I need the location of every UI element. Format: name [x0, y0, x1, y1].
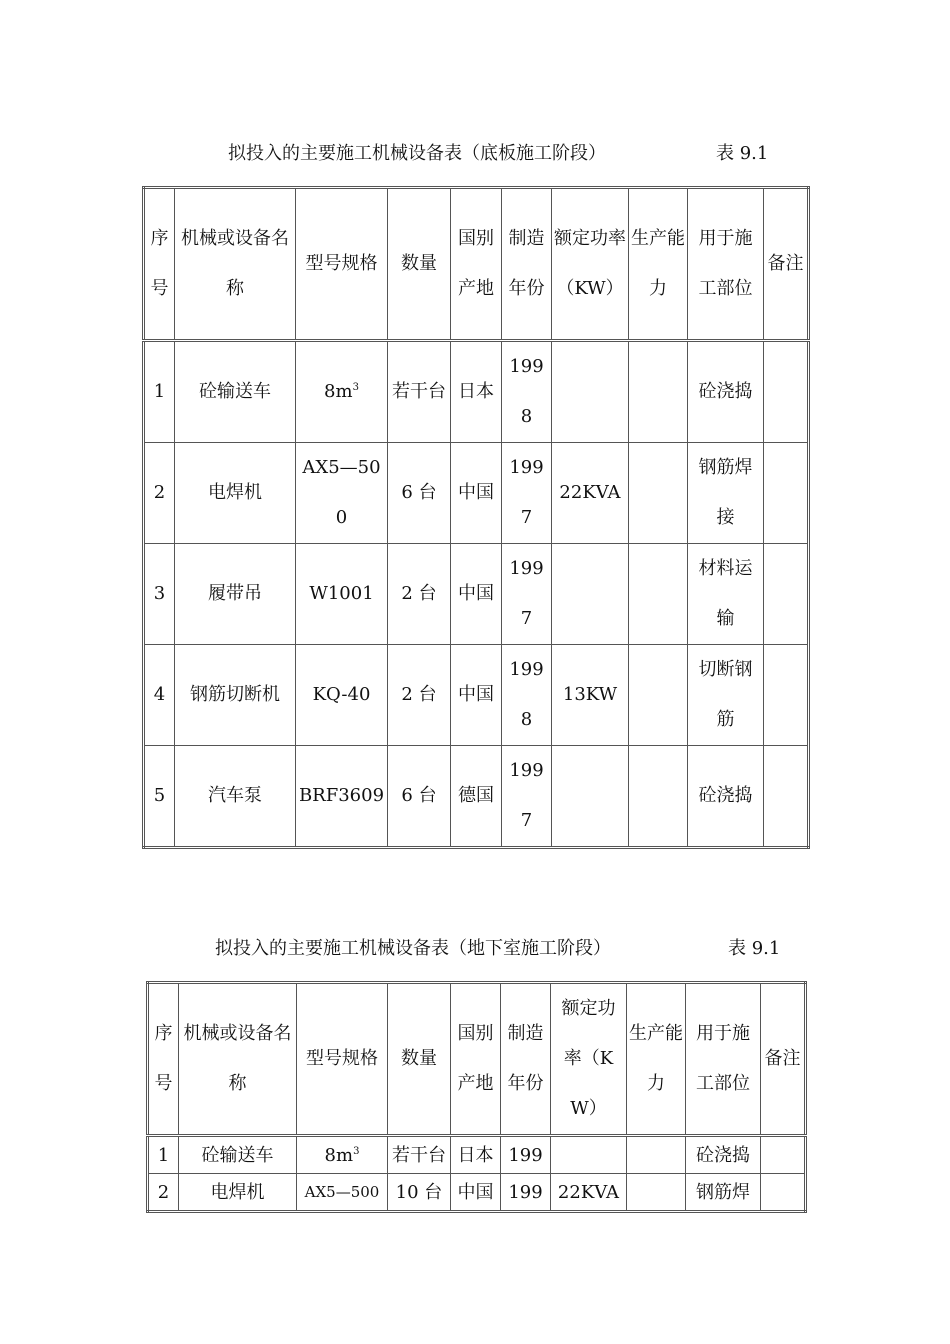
table-row [144, 746, 809, 848]
header-cell: 数量 [388, 983, 451, 1136]
cell-qty: 若干台 [388, 341, 451, 443]
header-cell: 生产能力 [627, 983, 686, 1136]
cell-remark [764, 746, 809, 848]
table-row [148, 1174, 806, 1212]
cell-location: 砼浇捣 [686, 1136, 761, 1174]
header-cell: 数量 [388, 188, 451, 341]
cell-remark [764, 544, 809, 645]
cell-name: 履带吊 [175, 544, 296, 645]
cell-location: 材料运输 [688, 544, 764, 645]
cell-model [297, 1136, 388, 1174]
cell-location: 切断钢筋 [688, 645, 764, 746]
cell-power [552, 746, 629, 848]
cell-no: 5 [144, 746, 175, 848]
cell-year: 1998 [502, 341, 552, 443]
cell-origin: 中国 [451, 645, 502, 746]
header-cell: 型号规格 [296, 188, 388, 341]
cell-no: 1 [148, 1136, 179, 1174]
header-cell: 国别产地 [451, 983, 501, 1136]
cell-power: 13KW [552, 645, 629, 746]
cell-model: W1001 [296, 544, 388, 645]
cell-remark [761, 1136, 806, 1174]
header-cell: 序号 [144, 188, 175, 341]
model-superscript: 3 [353, 1145, 360, 1157]
table-header-row [148, 983, 806, 1136]
table-row [144, 645, 809, 746]
model-text: 8m [324, 1144, 354, 1166]
cell-capacity [629, 645, 688, 746]
cell-power: 22KVA [551, 1174, 627, 1212]
cell-origin: 日本 [451, 341, 502, 443]
header-cell: 额定功率（KW） [552, 188, 629, 341]
cell-name: 砼输送车 [175, 341, 296, 443]
table1-number: 表 9.1 [716, 143, 769, 164]
cell-qty: 2 台 [388, 645, 451, 746]
cell-no: 3 [144, 544, 175, 645]
cell-qty: 6 台 [388, 746, 451, 848]
table-row [144, 443, 809, 544]
cell-qty: 10 台 [388, 1174, 451, 1212]
cell-capacity [627, 1174, 686, 1212]
cell-year: 1997 [502, 443, 552, 544]
cell-remark [764, 443, 809, 544]
cell-power [552, 341, 629, 443]
header-cell: 机械或设备名称 [175, 188, 296, 341]
cell-model: BRF3609 [296, 746, 388, 848]
header-cell: 序号 [148, 983, 179, 1136]
cell-origin: 德国 [451, 746, 502, 848]
cell-name: 钢筋切断机 [175, 645, 296, 746]
cell-qty: 6 台 [388, 443, 451, 544]
header-cell: 用于施工部位 [688, 188, 764, 341]
header-cell: 型号规格 [297, 983, 388, 1136]
cell-origin: 中国 [451, 544, 502, 645]
model-superscript: 3 [352, 382, 359, 393]
cell-no: 1 [144, 341, 175, 443]
cell-location: 钢筋焊接 [688, 443, 764, 544]
cell-location: 砼浇捣 [688, 746, 764, 848]
header-cell: 备注 [764, 188, 809, 341]
cell-model: AX5—500 [297, 1174, 388, 1212]
cell-capacity [629, 443, 688, 544]
model-text: 8m [324, 381, 353, 402]
cell-power [551, 1136, 627, 1174]
table2-number: 表 9.1 [728, 938, 781, 959]
table-row [144, 544, 809, 645]
cell-remark [764, 341, 809, 443]
equipment-table-slab-stage [142, 186, 810, 849]
cell-no: 4 [144, 645, 175, 746]
cell-model: KQ-40 [296, 645, 388, 746]
cell-location: 钢筋焊 [686, 1174, 761, 1212]
cell-location: 砼浇捣 [688, 341, 764, 443]
cell-capacity [629, 746, 688, 848]
cell-capacity [629, 544, 688, 645]
table-row [144, 341, 809, 443]
header-cell: 备注 [761, 983, 806, 1136]
cell-name: 电焊机 [175, 443, 296, 544]
table1-title: 拟投入的主要施工机械设备表（底板施工阶段） [228, 143, 606, 164]
cell-year: 1997 [502, 746, 552, 848]
cell-origin: 中国 [451, 443, 502, 544]
cell-year: 199 [501, 1136, 551, 1174]
header-cell: 额定功率（KW） [551, 983, 627, 1136]
table2-title: 拟投入的主要施工机械设备表（地下室施工阶段） [215, 938, 611, 959]
cell-power [552, 544, 629, 645]
cell-model: AX5—500 [296, 443, 388, 544]
table-header-row [144, 188, 809, 341]
cell-name: 汽车泵 [175, 746, 296, 848]
cell-capacity [627, 1136, 686, 1174]
cell-name: 砼输送车 [179, 1136, 297, 1174]
header-cell: 国别产地 [451, 188, 502, 341]
equipment-table-basement-stage [146, 981, 807, 1213]
cell-model [296, 341, 388, 443]
header-cell: 机械或设备名称 [179, 983, 297, 1136]
cell-no: 2 [148, 1174, 179, 1212]
cell-remark [761, 1174, 806, 1212]
cell-qty: 若干台 [388, 1136, 451, 1174]
cell-capacity [629, 341, 688, 443]
header-cell: 用于施工部位 [686, 983, 761, 1136]
header-cell: 制造年份 [501, 983, 551, 1136]
cell-year: 199 [501, 1174, 551, 1212]
table-row [148, 1136, 806, 1174]
cell-origin: 中国 [451, 1174, 501, 1212]
cell-power: 22KVA [552, 443, 629, 544]
cell-remark [764, 645, 809, 746]
header-cell: 制造年份 [502, 188, 552, 341]
cell-qty: 2 台 [388, 544, 451, 645]
header-cell: 生产能力 [629, 188, 688, 341]
cell-year: 1998 [502, 645, 552, 746]
cell-year: 1997 [502, 544, 552, 645]
cell-origin: 日本 [451, 1136, 501, 1174]
cell-no: 2 [144, 443, 175, 544]
cell-name: 电焊机 [179, 1174, 297, 1212]
